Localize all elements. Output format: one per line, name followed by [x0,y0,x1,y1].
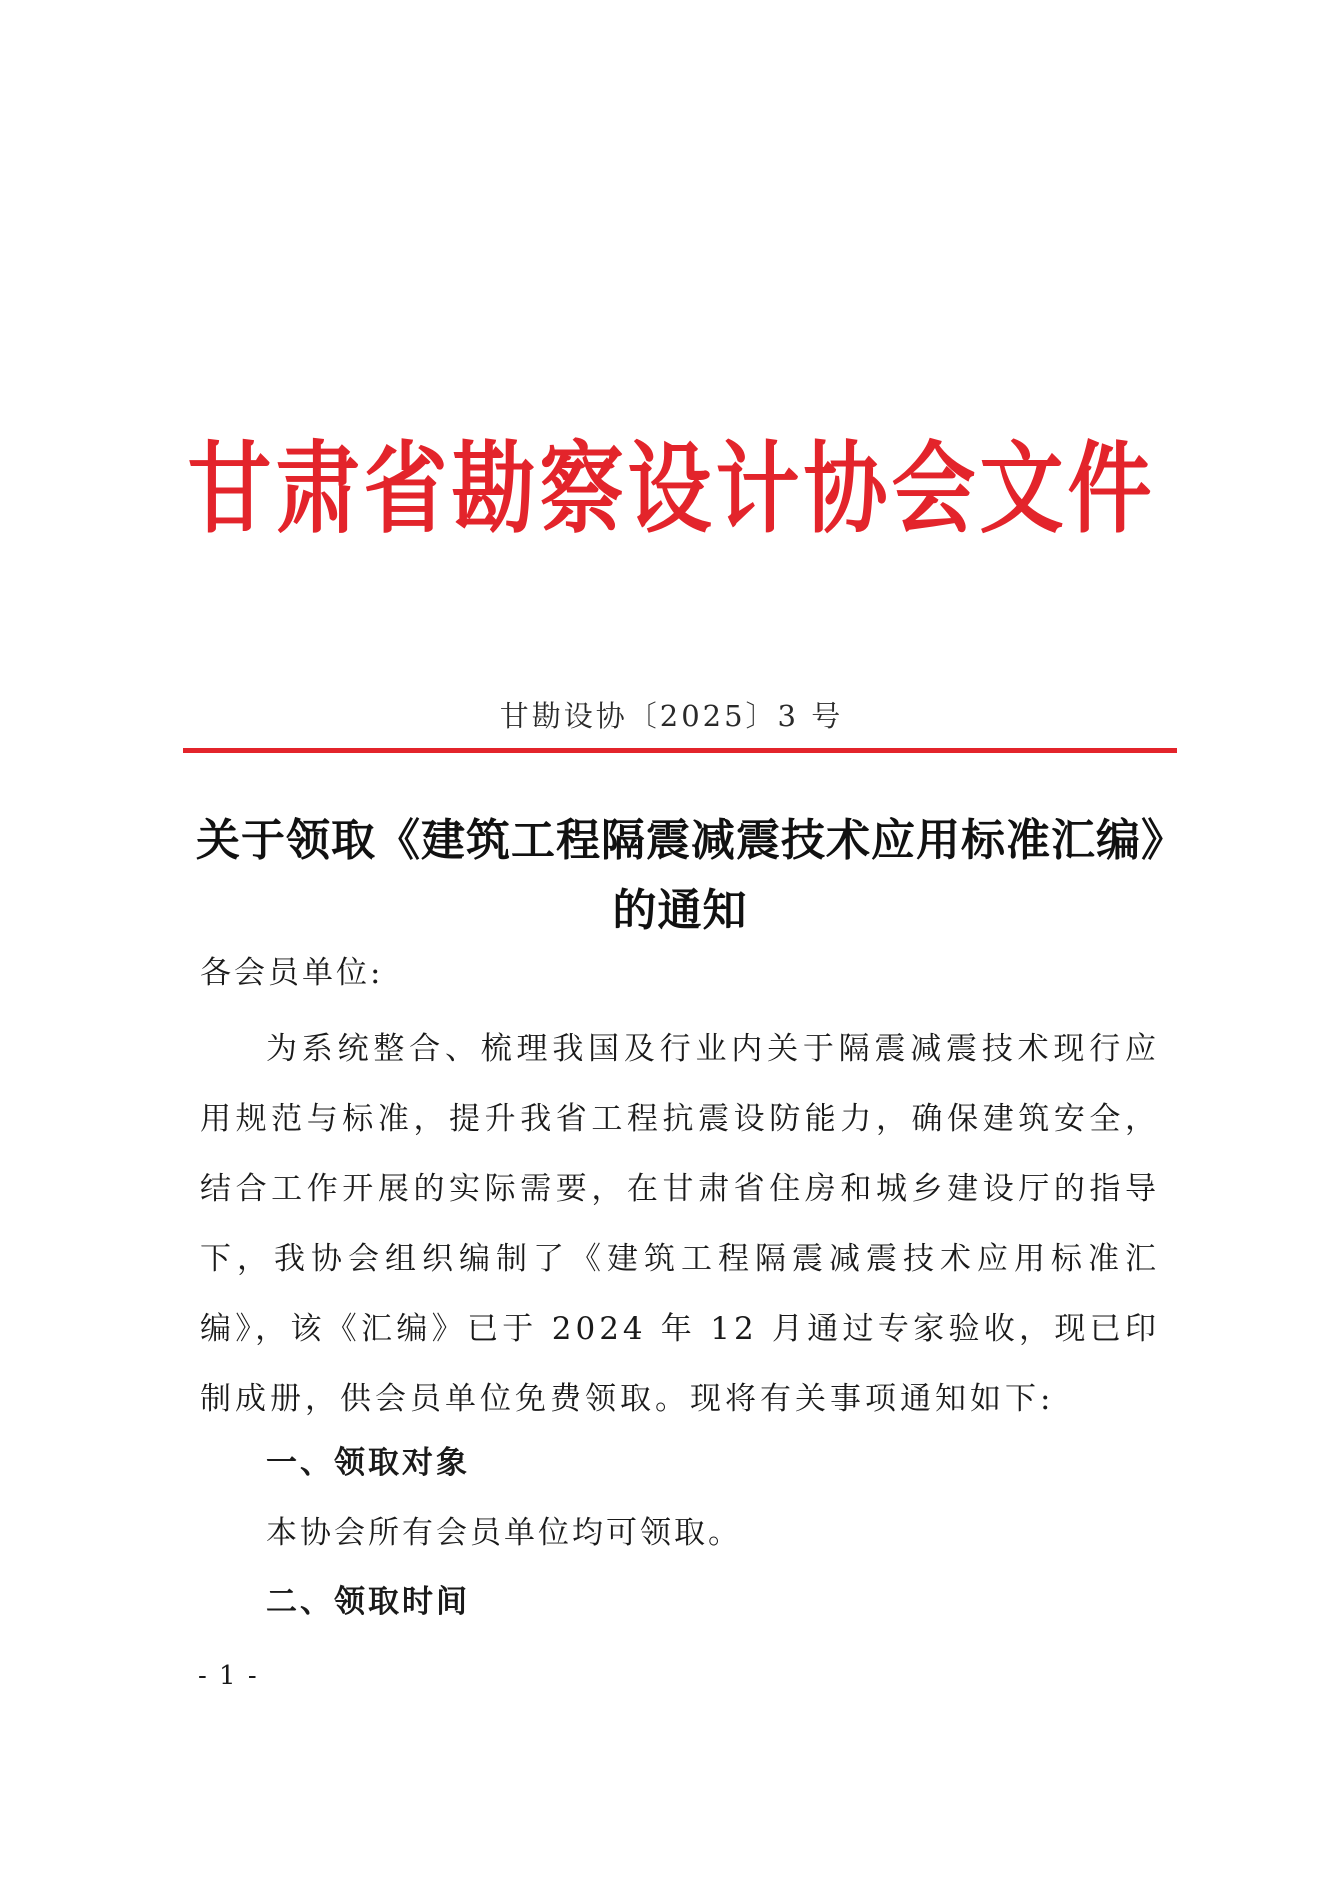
page-number: - 1 - [198,1661,259,1691]
red-divider-line [183,748,1177,753]
section-1-body: 本协会所有会员单位均可领取。 [266,1515,742,1551]
notice-title: 关于领取《建筑工程隔震减震技术应用标准汇编》的通知 [196,815,1164,936]
intro-paragraph: 为系统整合、梳理我国及行业内关于隔震减震技术现行应用规范与标准，提升我省工程抗震设防能力，确保建筑安全，结合工作开展的实际需要，在甘肃省住房和城乡建设厅的指导下，我协会组织编制了《建筑工程隔震减震技术应用标准汇编》，该《汇编》已于 2024 年 12 月通过专家验收，现已印制成册，供会员单位免费领取。现将有关事项通知如下: [200,1031,1160,1417]
document-number: 甘勘设协〔2025〕3 号 [499,699,844,733]
section-2-heading: 二、领取时间 [266,1584,470,1620]
salutation: 各会员单位: [200,955,384,991]
section-1-heading: 一、领取对象 [266,1445,470,1481]
masthead-title: 甘肃省勘察设计协会文件 [187,430,1156,547]
